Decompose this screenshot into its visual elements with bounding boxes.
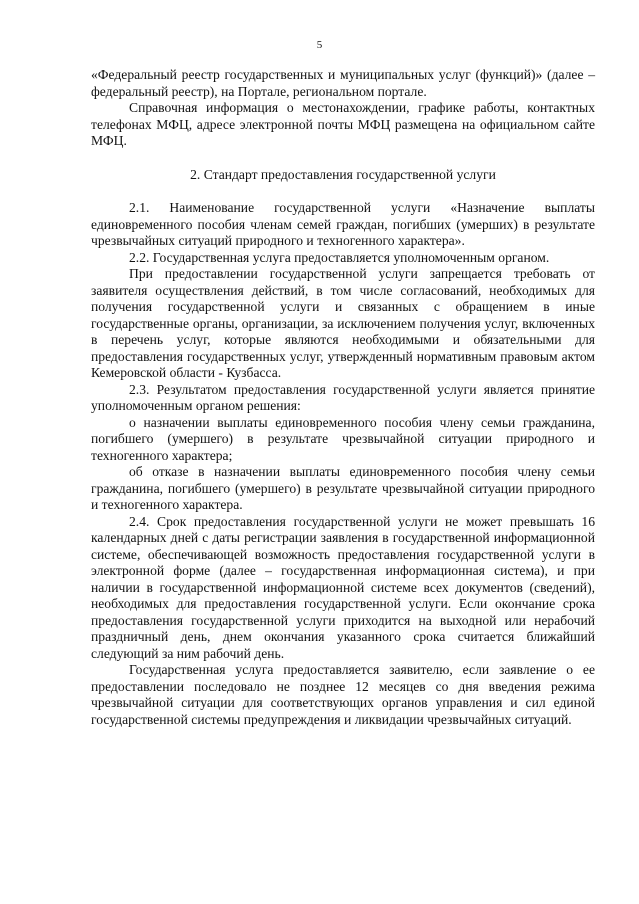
paragraph-prohibition: При предоставлении государственной услуги запрещается требовать от заявителя осуществления действий, в том числе согласований, необходимых для получения государственной услуги и связанных с обращением в иные государственные органы, организации, за исключением получения услуг, включенных в перечень услуг, которые являются необходимыми и обязательными для предоставления государственных услуг, утвержденный нормативным правовым актом Кемеровской области - Кузбасса. <box>91 266 595 380</box>
paragraph-2-3: 2.3. Результатом предоставления государственной услуги является принятие уполномоченным органом решения: <box>91 381 595 413</box>
paragraph-2-2: 2.2. Государственная услуга предоставляется уполномоченным органом. <box>129 249 550 265</box>
paragraph-2-1: 2.1. Наименование государственной услуги «Назначение выплаты единовременного пособия членам семей граждан, погибших (умерших) в результате чрезвычайных ситуаций природного и техногенного характера». <box>91 200 595 248</box>
intro-paragraph-2: Справочная информация о местонахождении, графике работы, контактных телефонах МФЦ, адресе электронной почты МФЦ размещена на официальном сайте МФЦ. <box>91 100 595 148</box>
document-body <box>91 67 595 728</box>
paragraph-result-refusal: об отказе в назначении выплаты единовременного пособия члену семьи гражданина, погибшего (умершего) в результате чрезвычайной ситуации природного и техногенного характера. <box>91 464 595 512</box>
paragraph-deadline-condition: Государственная услуга предоставляется заявителю, если заявление о ее предоставлении последовало не позднее 12 месяцев со дня введения режима чрезвычайной ситуации для соответствующих органов управления и сил единой государственной системы предупреждения и ликвидации чрезвычайных ситуаций. <box>91 662 595 727</box>
paragraph-2-4: 2.4. Срок предоставления государственной услуги не может превышать 16 календарных дней с даты регистрации заявления в государственной информационной системе, обеспечивающей возможность предоставления государственной услуги в электронной форме (далее – государственная информационная система), и при наличии в государственной информационной системе всех документов (сведений), необходимых для предоставления государственной услуги. Если окончание срока предоставления государственной услуги приходится на выходной или нерабочий праздничный день, днем окончания указанного срока считается ближайший следующий за ним рабочий день. <box>91 513 595 661</box>
page-number: 5 <box>316 39 323 51</box>
section-heading: 2. Стандарт предоставления государственной услуги <box>190 166 496 182</box>
paragraph-result-grant: о назначении выплаты единовременного пособия члену семьи гражданина, погибшего (умершего) в результате чрезвычайной ситуации природного и техногенного характера; <box>91 414 595 463</box>
intro-paragraph-1: «Федеральный реестр государственных и муниципальных услуг (функций)» (далее – федеральный реестр), на Портале, региональном портале. <box>91 67 595 99</box>
